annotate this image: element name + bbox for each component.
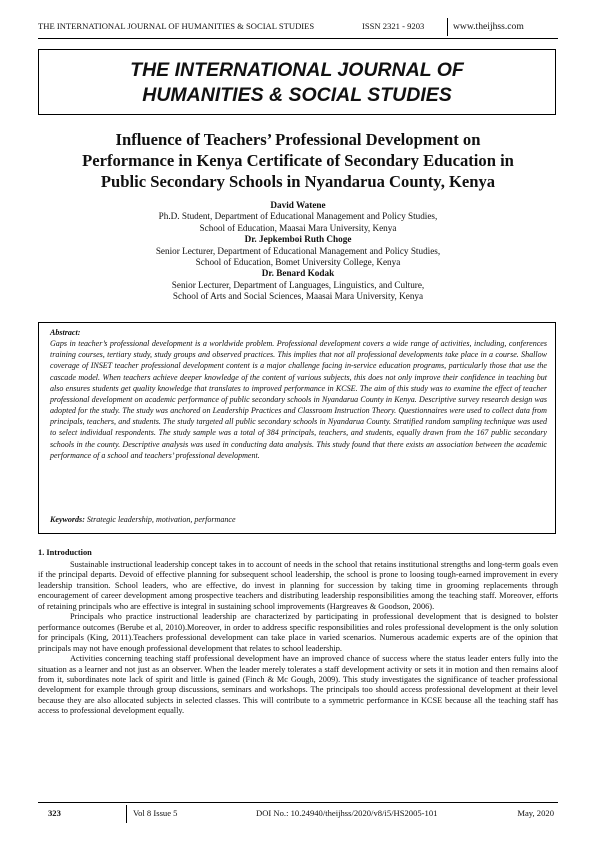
section-heading: 1. Introduction xyxy=(38,548,92,557)
abstract xyxy=(50,327,547,461)
keywords xyxy=(50,515,547,524)
abstract-text: Gaps in teacher’s professional development is a worldwide problem. Professional development covers a wide range of activities, including, conferences training courses, tertiary study, study groups and observed practices. This implies that not all professional developments take place in a course. Shallow coverage of INSET teacher professional development content is a major challenge facing in-service education programs, particularly those that use the cascade model. When teachers achieve deeper knowledge of the content of various subjects, this does not only improve their confidence in teaching but also ensures students get quality knowledge that translates to improved performance in KCSE. The aim of this study was to examine the effect of teacher professional development on academic performance of public secondary schools in Nyandarua County in Kenya. Descriptive survey research design was adopted for the study. The study was anchored on Leadership Practices and Classroom Instruction Theory. Questionnaires were used to collect data from principals, teachers, and students. The study targeted all public secondary schools in Nyandarua County. Stratified random sampling technique was used to select individual respondents. The study sample was a total of 384 principals, teachers, and students, equally drawn from the 167 public secondary schools in the county. Descriptive analysis was used in conducting data analysis. This study found that there exists an association between the academic performance of a school and teachers’ professional development. xyxy=(50,339,547,460)
page-number: 323 xyxy=(48,808,61,818)
header-journal-name: THE INTERNATIONAL JOURNAL OF HUMANITIES & SOCIAL STUDIES xyxy=(38,21,315,31)
paper-title-line-1: Influence of Teachers’ Professional Development on xyxy=(115,130,481,149)
header-website: www.theijhss.com xyxy=(453,21,524,32)
author-block xyxy=(60,200,536,303)
author-affiliation: Senior Lecturer, Department of Languages, Linguistics, and Culture, xyxy=(171,279,425,290)
paragraph: Sustainable instructional leadership concept takes in to account of needs in the school that retains institutional strengths and long-term goals even if the principal departs. Devoid of effective planning for subsequent school leadership, the school is prone to loosing tough-earned improvement in every leadership transition. School leaders, who are effective, do invest in planning for succession by taking time in grooming replacements through encouragement of career development among prospective teachers and distributing leadership responsibilities among the teaching staff. Moreover, efforts of retaining principals who are effective is integral in sustaining school improvements (Hargreaves & Goodson, 2006). xyxy=(38,560,558,611)
footer-rule xyxy=(38,802,558,803)
footer-doi: DOI No.: 10.24940/theijhss/2020/v8/i5/HS2005-101 xyxy=(256,808,438,818)
abstract-label: Abstract: xyxy=(50,328,81,337)
author-affiliation: Senior Lecturer, Department of Educational Management and Policy Studies, xyxy=(155,245,441,256)
author-name: David Watene xyxy=(270,200,326,210)
author-name: Dr. Benard Kodak xyxy=(261,268,335,279)
journal-title xyxy=(38,58,556,108)
footer-volume: Vol 8 Issue 5 xyxy=(133,808,178,818)
body-text xyxy=(38,560,558,717)
header-issn: ISSN 2321 - 9203 xyxy=(362,21,425,31)
paper-title-line-3: Public Secondary Schools in Nyandarua County, Kenya xyxy=(100,172,496,191)
journal-title-line-1: THE INTERNATIONAL JOURNAL OF xyxy=(130,59,464,81)
keywords-text: Strategic leadership, motivation, performance xyxy=(86,515,236,524)
author-affiliation: School of Education, Bomet University College, Kenya xyxy=(195,257,401,268)
author-name: Dr. Jepkemboi Ruth Choge xyxy=(244,234,352,245)
paper-title xyxy=(38,129,558,192)
paragraph: Activities concerning teaching staff professional development have an improved chance of success where the status leader enters fully into the situation as a learner and not just as an observer. When the leader merely tolerates a staff development activity or sets it in motion and then remains aloof from it, subordinates note lack of spirit and little is gained (Finch & Mc Gough, 2009). This study investigates the significance of teacher professional development for example through group discussions, seminars and workshops. The principals too should access professional development at their level because they are also allocated subjects in selected classes. This will contribute to a symmetric performance in KCSE because all the teaching staff has access to professional development equally. xyxy=(38,654,558,716)
paper-title-line-2: Performance in Kenya Certificate of Secondary Education in xyxy=(82,151,514,170)
header-divider xyxy=(447,18,448,36)
running-footer xyxy=(38,805,558,823)
author-affiliation: School of Arts and Social Sciences, Maasai Mara University, Kenya xyxy=(172,291,424,302)
running-header xyxy=(38,18,558,36)
footer-divider xyxy=(126,805,127,823)
paragraph: Principals who practice instructional leadership are characterized by participating in professional development that is designed to bolster performance outcomes (Berube et al, 2010).Moreover, in order to address specific responsibilities and roles professional development is the only solution for principals (King, 2011).Teachers professional development can take place in varied scenarios. Numerous academic experts are of the opinion that principals may not have enough professional development that relates to school leadership. xyxy=(38,612,558,653)
header-rule xyxy=(38,38,558,39)
journal-title-line-2: HUMANITIES & SOCIAL STUDIES xyxy=(142,84,452,106)
footer-date: May, 2020 xyxy=(517,808,554,818)
author-affiliation: School of Education, Maasai Mara University, Kenya xyxy=(199,222,397,233)
keywords-label: Keywords: xyxy=(50,515,85,524)
author-affiliation: Ph.D. Student, Department of Educational Management and Policy Studies, xyxy=(158,211,438,222)
